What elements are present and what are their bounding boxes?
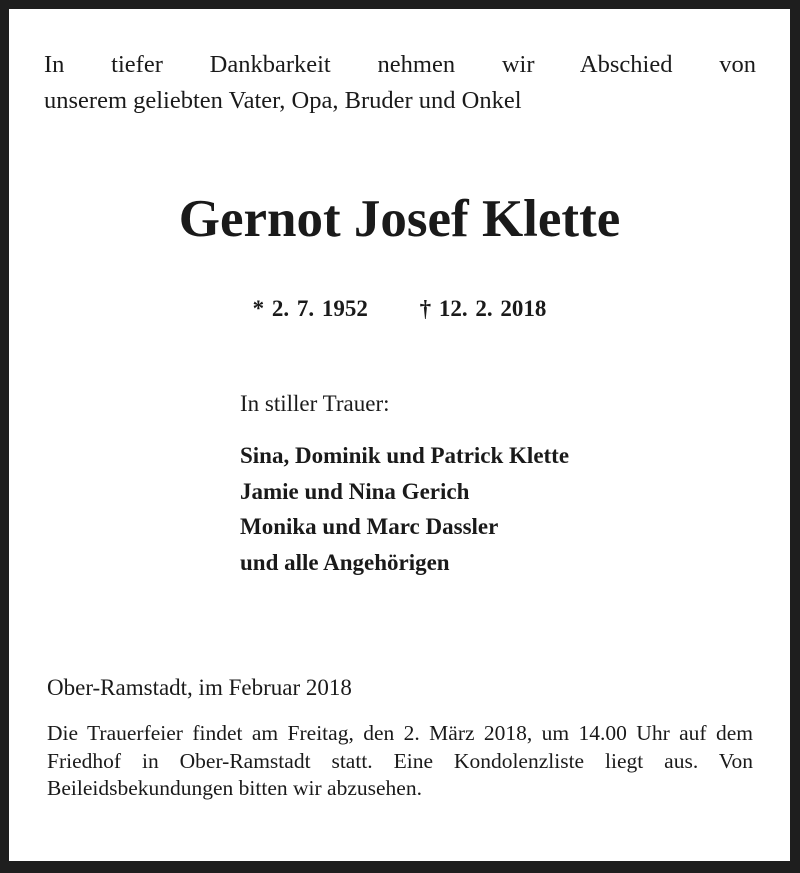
mourner: und alle Angehörigen [240,549,450,575]
mourners-list [240,438,569,580]
deceased-name: Gernot Josef Klette [178,190,621,248]
obituary-notice [9,9,790,861]
death-date: † 12. 2. 2018 [419,296,547,321]
intro-text [44,47,756,119]
life-dates [9,296,790,322]
birth-date: * 2. 7. 1952 [252,296,368,321]
funeral-notice: Die Trauerfeier findet am Freitag, den 2. März 2018, um 14.00 Uhr auf dem Friedhof in Ober-Ramstadt statt. Eine Kondolenzliste liegt aus. Von Beileidsbekundungen bitten wir abzusehen. [47,721,753,800]
mourner: Sina, Dominik und Patrick Klette [240,443,570,468]
intro-line-1: In tiefer Dankbarkeit nehmen wir Abschied von [44,51,756,78]
mourner: Monika und Marc Dassler [240,514,499,539]
intro-line-2: unserem geliebten Vater, Opa, Bruder und Onkel [44,87,522,114]
place-date: Ober-Ramstadt, im Februar 2018 [47,675,352,700]
mourning-label: In stiller Trauer: [240,391,390,416]
mourner: Jamie und Nina Gerich [240,478,470,504]
